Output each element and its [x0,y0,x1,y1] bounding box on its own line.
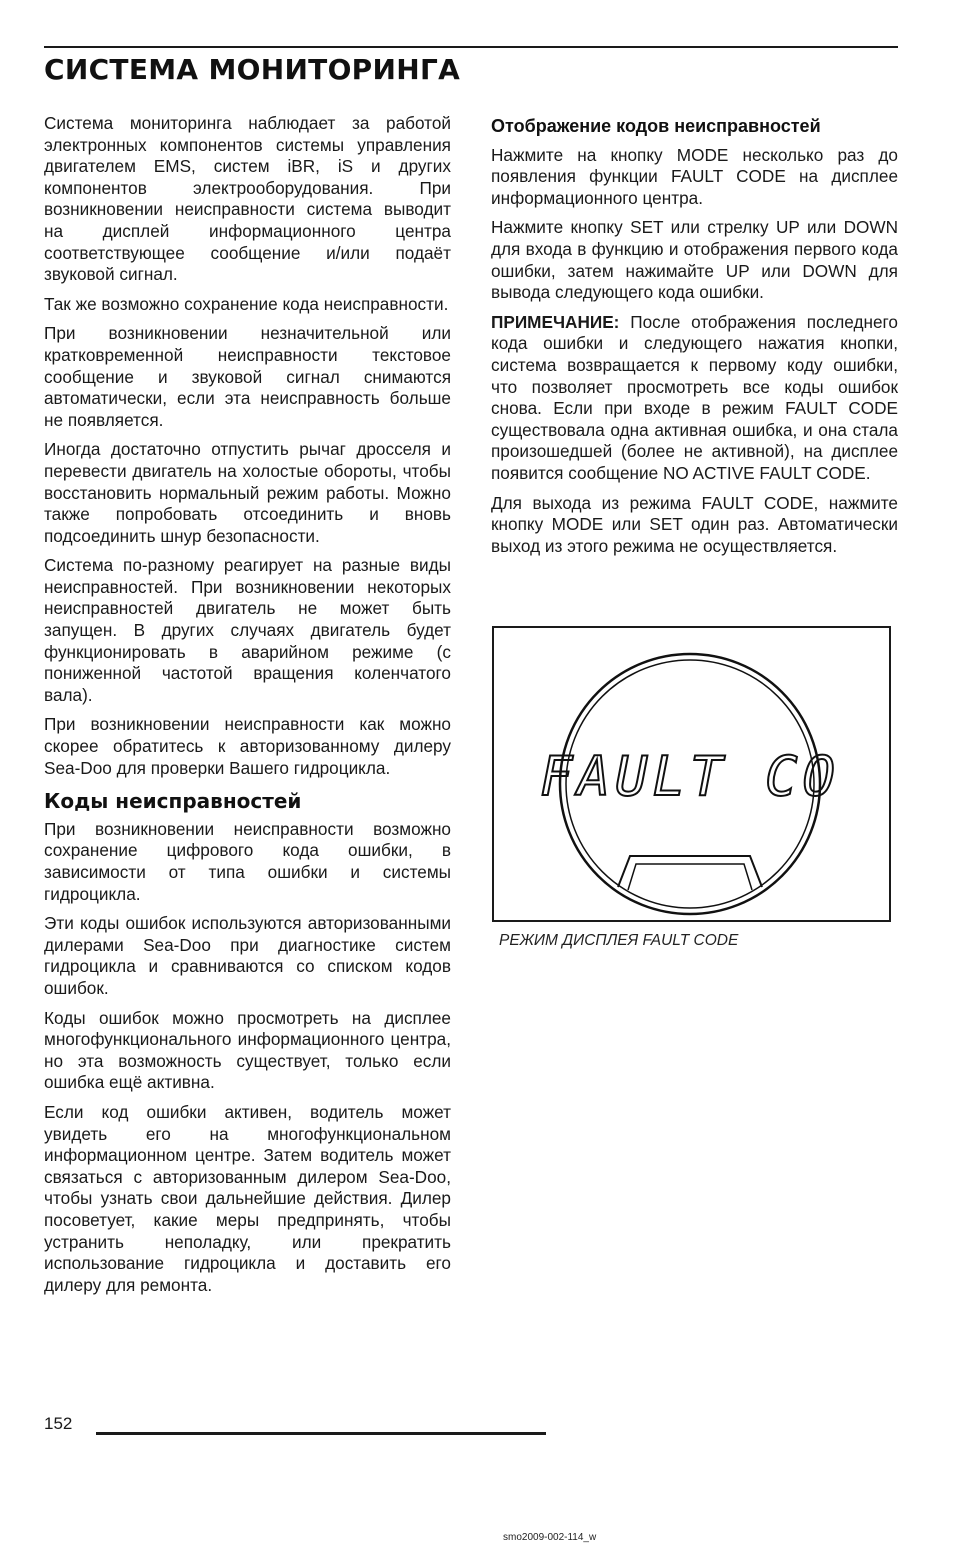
paragraph: Коды ошибок можно просмотреть на дисплее многофункционального информационного центра, но эта возможность существует, только если ошибка ещё активна. [44,1007,451,1093]
paragraph: Если код ошибки активен, водитель может увидеть его на многофункциональном информационном центре. Затем водитель может связаться с авторизованным дилером Sea-Doo, чтобы узнать свои дальнейшие действия. Дилер посоветует, какие меры предпринять, чтобы устранить неполадку, или прекратить использование гидроцикла и доставить его дилеру для ремонта. [44,1101,451,1295]
gauge-display-illustration [494,628,889,920]
paragraph: Нажмите на кнопку MODE несколько раз до появления функции FAULT CODE на дисплее информационного центра. [491,144,898,208]
gauge-bottom-notch-inner [628,864,752,890]
page-title: СИСТЕМА МОНИТОРИНГА [44,53,461,86]
note-text: После отображения последнего кода ошибки и следующего нажатия кнопки, система возвращается к первому коду ошибки, что позволяет просмотреть все коды ошибок снова. Если при входе в режим FAULT CODE существовала одна активная ошибка, и она стала произошедшей (более не активной), на дисплее появится сообщение NO ACTIVE FAULT CODE. [491,311,898,483]
figure-caption: РЕЖИМ ДИСПЛЕЯ FAULT CODE [499,932,739,949]
note-label: ПРИМЕЧАНИЕ: [491,311,620,332]
paragraph: При возникновении незначительной или кратковременной неисправности текстовое сообщение и звуковой сигнал снимаются автоматически, если эта неисправность больше не появляется. [44,323,451,430]
display-fault-text: FAULT CO [539,745,841,808]
paragraph: Для выхода из режима FAULT CODE, нажмите кнопку MODE или SET один раз. Автоматически выход из этого режима не осуществляется. [491,492,898,556]
note-paragraph [491,312,898,485]
page-number: 152 [44,1414,73,1433]
right-column [491,113,898,565]
paragraph: Система мониторинга наблюдает за работой электронных компонентов системы управления двигателем EMS, систем iBR, iS и других компонентов электрооборудования. При возникновении неисправности система выводит на дисплей информационного центра соответствующее сообщение и/или подаёт звуковой сигнал. [44,113,451,285]
paragraph: Система по-разному реагирует на разные виды неисправностей. При возникновении некоторых неисправностей двигатель не может быть запущен. В других случаях двигатель будет функционировать в аварийном режиме (с пониженной частотой вращения коленчатого вала). [44,555,451,705]
paragraph: Иногда достаточно отпустить рычаг дросселя и перевести двигатель на холостые обороты, чтобы восстановить нормальный режим работы. Можно также попробовать отсоединить и вновь подсоединить шнур безопасности. [44,439,451,546]
paragraph: Эти коды ошибок используются авторизованными дилерами Sea-Doo при диагностике систем гидроцикла и сравниваются со списком кодов ошибок. [44,913,451,998]
subheading: Отображение кодов неисправностей [491,116,821,136]
paragraph: Нажмите кнопку SET или стрелку UP или DOWN для входа в функцию и отображения первого кода ошибки, затем нажимайте UP или DOWN для вывода следующего кода ошибки. [491,217,898,303]
bottom-rule [96,1432,546,1435]
paragraph: Так же возможно сохранение кода неисправности. [44,293,449,314]
paragraph: При возникновении неисправности возможно сохранение цифрового кода ошибки, в зависимости от типа ошибки и системы гидроцикла. [44,818,451,904]
paragraph: При возникновении неисправности как можно скорее обратитесь к авторизованному дилеру Sea-Doo для проверки Вашего гидроцикла. [44,714,451,778]
section-heading: Коды неисправностей [44,789,302,814]
gauge-bottom-notch-outer [618,856,762,887]
figure-code: smo2009-002-114_w [503,1532,597,1543]
left-column [44,113,451,1304]
top-rule [44,46,898,48]
